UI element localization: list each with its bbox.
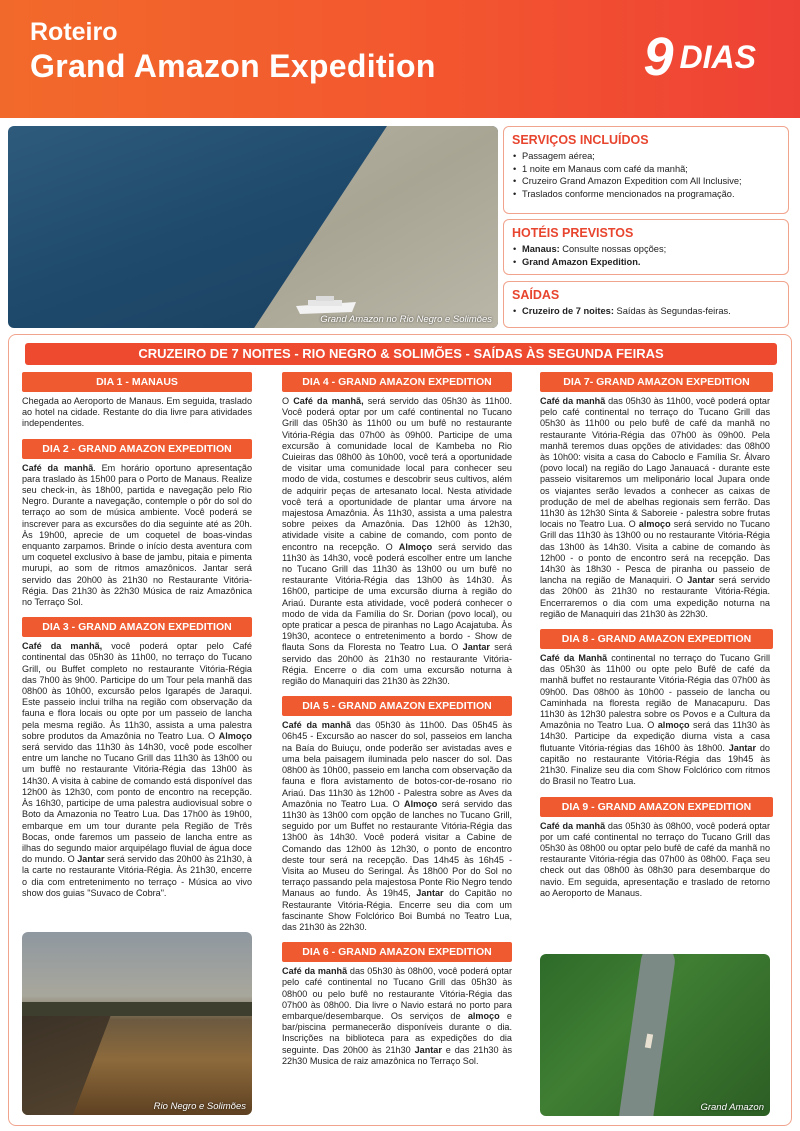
meal-label: Jantar: [687, 575, 715, 586]
hotel-ship: Grand Amazon Expedition.: [522, 256, 641, 267]
itinerary-column-1: [22, 372, 252, 908]
day-8-text: [540, 653, 770, 787]
meal-label: almoço: [467, 1010, 500, 1021]
meal-label: Almoço: [218, 730, 252, 741]
grand-amazon-photo: [540, 954, 770, 1116]
page-header: [0, 0, 800, 118]
cruise-ship-icon: [296, 296, 356, 314]
photo-caption: Grand Amazon: [700, 1102, 764, 1113]
day-4-text: [282, 396, 512, 687]
hero-caption: Grand Amazon no Rio Negro e Solimões: [320, 314, 492, 325]
day-7-heading: DIA 7- GRAND AMAZON EXPEDITION: [540, 372, 773, 392]
meal-label: Café da manhã: [540, 396, 606, 406]
hotels-box: [503, 219, 789, 275]
meal-label: Jantar: [728, 742, 757, 753]
day-1-text: Chegada ao Aeroporto de Manaus. Em seguida, traslado ao hotel na cidade. Restante do dia livre para atividades independentes.: [22, 396, 252, 429]
departures-box: [503, 281, 789, 328]
day-3-text: [22, 641, 252, 899]
day-text-part: continental no terraço do Tucano Grill das 05h30 às 11h00 ou opte pelo Bufê de café da manhã buffet no restaurante Vitória-Régia das 07h00 às 09h00. Das 08h00 às 10h00 - passeio de lancha ou Caminhada na floresta região de Manacapuru. Das 11h30 às 12h30 palestra sobre os Povos e a Cultura da Amazônia no Teatro Lua. O: [540, 653, 770, 731]
day-2-text: [22, 463, 252, 609]
day-1-heading: DIA 1 - MANAUS: [22, 372, 252, 392]
meal-label: Café da manhã: [282, 966, 348, 977]
day-text-part: das 05h30 às 08h00, você poderá optar pelo café continental no Tucano Grill das 05h30 às 08h00 ou pelo bufê no restaurante Vitória-Régia das 07h00 às 08h00. Dia livre o Navio estará no porto para embarque/desembarque. Os serviços de: [282, 966, 513, 1021]
itinerary-banner: CRUZEIRO DE 7 NOITES - RIO NEGRO & SOLIMÕES - SAÍDAS ÀS SEGUNDA FEIRAS: [25, 343, 777, 365]
hotel-city: Manaus:: [522, 244, 560, 254]
day-text-part: será servido das 05h30 às 11h00. Você poderá optar por um café continental no Tucano Grill das 05h30 às 11h00 ou um bufê no restaurante Vitória-Régia das 07h00 às 09h00. Participe de uma excursão à comunidade local de Kambeba no Rio Cuieiras das 08h00 às 10h00, você terá a oportunidade de visitar uma comunidade local para conhecer seu modo de vida, costumes e descobrir seus cultivos, além de adquirir peças de artesanato local. Nesta atividade você terá a oportunidade de plantar uma árvore na majestosa Amazônia. Às 11h30, assista a uma palestra sobre peixes da Amazônia. Das 12h00 às 12h30, atividade visite a cabine de comando, com ponto de encontro na recepção. O: [282, 396, 513, 552]
day-9-text: [540, 821, 770, 899]
day-text-part: das 05h30 às 11h00. Das 05h45 às 06h45 - Excursão ao nascer do sol, passeios em lancha na Baía do Buiuçu, onde poderão ser avistadas aves e uma bela paisagem iluminada pelo nascer do sol. Das 08h00 às 10h00, passeio em lancha com observação da fauna e flora avistamento de botos-cor-de-rosano rio Ariaú. Das 11h30 às 12h00 - Palestra sobre as Aves da Amazônia no Teatro Lua. O: [282, 720, 512, 809]
list-item: • Cruzeiro Grand Amazon Expedition com All Inclusive;: [512, 175, 780, 188]
duration-badge: [644, 26, 757, 88]
day-text-part: será servido das 20h00 às 21h30 no restaurante Vitória-Régia. Encerraremos o dia com uma expedição noturna na região de Manaquiri das 21h30 às 22h30.: [540, 575, 770, 619]
dark-water: [22, 1016, 149, 1115]
departures-list: [512, 305, 780, 318]
day-5-text: [282, 720, 512, 933]
day-text-part: e bar/piscina permanecerão disponíveis durante o dia. Inscrições na biblioteca para as expedições do dia seguinte. Das 20h00 às 21h30: [282, 1010, 512, 1055]
meal-label: Café da manhã: [540, 820, 606, 831]
duration-label: DIAS: [679, 38, 756, 75]
day-text-part: das 05h30 às 11h00, você poderá optar pelo café continental no terraço do Tucano Grill das 05h30 às 11h00 ou pelo bufê de café da manhã no restaurante Vitória-Régia das 07h00 às 09h00. Pela manhã teremos duas opções de atividades: das 08h00 às 10h00: visita a casa do Caboclo e Família Sr. Álvaro (povo local) na região do Lago Janauacá - durante este passeio visitaremos um meliponário local Jupara onde os viajantes serão levados a conhecer as caixas de produção de mel de abelhas regionais sem ferrão. Das 11h30 às 12h30 Sinta & Saboreie - palestra sobre frutas locais no Teatro Lua. O: [540, 396, 770, 530]
meal-label: almoço: [657, 720, 690, 731]
duration-number: 9: [643, 27, 674, 87]
meal-label: Almoço: [398, 541, 433, 552]
meal-label: Café da manhã,: [293, 396, 364, 406]
day-7-text: [540, 396, 770, 620]
day-text-part: será servido das 11h30 às 14h30, você poderá escolher entre um lanche no Tucano Grill das 11h30 às 13h00 ou um bufê no restaurante Vitória-Régia das 13h00 às 14h30. Às 16h00, participe de uma excursão diurna à região do Ariaú. Durante esta atividade, você poderá conhecer o modo de vida da Família do Sr. Dorian (povo local), ou opte praticar a pesca de piranhas no Lago Acajatuba. Às 19h30, acontece o entretenimento a bordo - Show de flauta Sons da Floresta no Teatro Lua. O: [282, 541, 513, 653]
photo-caption: Rio Negro e Solimões: [153, 1101, 246, 1112]
hotels-list: [512, 243, 780, 268]
list-item: • 1 noite em Manaus com café da manhã;: [512, 163, 780, 176]
departures-title: SAÍDAS: [512, 288, 560, 302]
list-item: • Passagem aérea;: [512, 150, 780, 163]
list-item: • Traslados conforme mencionados na programação.: [512, 188, 780, 201]
services-list: [512, 150, 780, 200]
hotels-title: HOTÉIS PREVISTOS: [512, 226, 634, 240]
day-3-heading: DIA 3 - GRAND AMAZON EXPEDITION: [22, 617, 252, 637]
day-text-part: será servido no Tucano Grill das 11h30 às 13h00 ou no restaurante Vitória-Régia das 13h00 às 14h30. Visita a cabine de comando às 12h00 - o ponto de encontro será na recepção. Das 14h30 às 18h30 - Pesca de piranha ou passeio de lancha na região de Manaquiri. O: [540, 519, 770, 586]
meal-label: Café da Manhã: [540, 653, 608, 664]
day-6-heading: DIA 6 - GRAND AMAZON EXPEDITION: [282, 942, 512, 962]
meal-label: Jantar: [77, 854, 105, 865]
day-text-part: será servido das 11h30 às 13h00 com opção de lanches no Tucano Grill, seguido por um Buffet no restaurante Vitória-Régia das 13h00 às 14h30. Você poderá visitar a Cabine de Comando das 12h00 às 12h30, o ponto de encontro deste tour será na recepção. Das 14h45 às 16h45 - Visita ao Museu do Seringal. Às 18h00 Por do Sol no terraço passando pela majestosa Ponte Rio Negro tendo Manaus ao fundo. Às 19h45,: [282, 798, 512, 899]
day-text-part: . Em horário oportuno apresentação para traslado às 15h00 para o Porto de Manaus. Realize seu check-in, às 18h00, partida e navegação pelo Rio Negro. Durante a navegação, contemple o pôr do sol do terraço ao som de música ambiente. Você poderá se inscrever para as excursões do dia seguinte até as 20h. Às 19h00, aprecie de um coquetel de boas-vindas enquanto zarpamos. Brinde o início desta aventura com um coquetel exclusivo à base de jambu, pitaia e pimenta murupi, ao som de ritmos amazônicos. Jantar será servido das 20h00 às 21h30 no Restaurante Vitória-Régia. Das 21h30 às 22h30 Música de raiz Amazônica no Terraço Sol.: [22, 462, 253, 608]
list-item: [512, 256, 780, 269]
services-title: SERVIÇOS INCLUÍDOS: [512, 133, 649, 147]
meal-label: almoço: [638, 519, 671, 530]
day-text-part: será das 11h30 às 14h30. Participe da expedição diurna vista a casa flutuante Vitória-régias das 16h00 às 18h00.: [540, 720, 770, 753]
day-8-heading: DIA 8 - GRAND AMAZON EXPEDITION: [540, 629, 773, 649]
day-text-part: O: [282, 396, 294, 406]
day-6-text: [282, 966, 512, 1067]
meal-label: Almoço: [404, 798, 438, 809]
day-4-heading: DIA 4 - GRAND AMAZON EXPEDITION: [282, 372, 512, 392]
day-text-part: será servido das 20h00 às 21h30, à la carte no restaurante Vitória-Régia. Às 21h30, encerre o dia com entretenimento no terraço - Música ao vivo show dos guias "Suvaco de Cobra".: [22, 854, 252, 898]
meal-label: Café da manhã: [22, 462, 94, 473]
hotel-note: Consulte nossas opções;: [559, 244, 667, 254]
treeline: [22, 1002, 252, 1016]
day-5-heading: DIA 5 - GRAND AMAZON EXPEDITION: [282, 696, 512, 716]
departure-text: Saídas às Segundas-feiras.: [613, 306, 731, 316]
departure-label: Cruzeiro de 7 noites:: [522, 306, 614, 316]
page-title: Grand Amazon Expedition: [30, 48, 436, 84]
meal-label: Jantar: [414, 1044, 442, 1055]
day-text-part: será servido das 20h00 às 21h30 no restaurante Vitória-Régia. Encerre o dia com uma excursão noturna à região do Manaquiri das 21h30 às 22h30.: [282, 642, 512, 687]
day-2-heading: DIA 2 - GRAND AMAZON EXPEDITION: [22, 439, 252, 459]
meal-label: Café da manhã: [282, 720, 352, 731]
rio-negro-photo: [22, 932, 252, 1115]
day-text-part: do Capitão no Restaurante Vitória-Régia. Encerre seu dia com um fascinante Show Folclórico Boi Bumbá no Teatro Lua, das 21h30 às 22h30.: [282, 888, 513, 932]
day-text-part: do capitão no restaurante Vitória-Régia das 19h45 às 21h30. Finalize seu dia com Show Folclórico com ritmos do Brasil no Teatro Lua.: [540, 742, 770, 787]
header-subtitle: Roteiro: [30, 18, 118, 46]
itinerary-column-3: [540, 372, 770, 908]
list-item: [512, 243, 780, 256]
meal-label: Café da manhã,: [22, 641, 103, 652]
day-text-part: você poderá optar pelo Café continental das 05h30 às 11h00, no terraço do Tucano Grill, ou Buffet completo no restaurante Vitória-Régia das 7h00 às 9h00. Participe do um Tour pela manhã das 08h00 às 10h00, excursão pelos Igarapés de Jaraqui. Este passeio inclui trilha na região com observação da fauna e flora locais ou opte por um passeio de lancha pela mesma região. Às 11h30, assista a uma palestra sobre produtos da Amazônia no Teatro Lua. O: [22, 641, 252, 741]
hero-image: [8, 126, 498, 328]
meal-label: Jantar: [462, 642, 490, 653]
services-box: [503, 126, 789, 214]
day-text-part: será servido das 11h30 às 14h30, você pode escolher entre um lanche no Tucano Grill das 11h30 às 13h00 ou um buffê no restaurante Vitória-Régia das 13h00 às 14h30. A visita à cabine de comando está disponível das 12h00 às 12h30, com ponto de encontro na recepção. Às 16h30, participe de uma palestra audiovisual sobre o Boto da Amazonia no Teatro Lua. Das 17h00 às 19h00, embarque em um tour durante pela Região de Três Bocas, onde faremos um passeio de lancha entre as ilhas do segundo maior arquipélago fluvial de água doce do mundo. O: [22, 742, 252, 865]
meal-label: Jantar: [416, 888, 444, 899]
itinerary-column-2: [282, 372, 512, 1076]
day-9-heading: DIA 9 - GRAND AMAZON EXPEDITION: [540, 797, 773, 817]
list-item: [512, 305, 780, 318]
day-text-part: e das 21h30 às 22h30 Musica de raiz amazônica no Terraço Sol.: [282, 1044, 512, 1066]
day-text-part: das 05h30 às 08h00, você poderá optar por um café continental no terraço do Tucano Grill das 05h30 às 08h00 ou optar pelo bufê de café da manhã no restaurante Vitória-régia das 07h00 às 08h00. Faça seu check out das 08h00 às 08h30 para desembarque do navio. Em seguida, apresentação e traslado de retorno ao Aeroporto de Manaus.: [540, 820, 771, 898]
